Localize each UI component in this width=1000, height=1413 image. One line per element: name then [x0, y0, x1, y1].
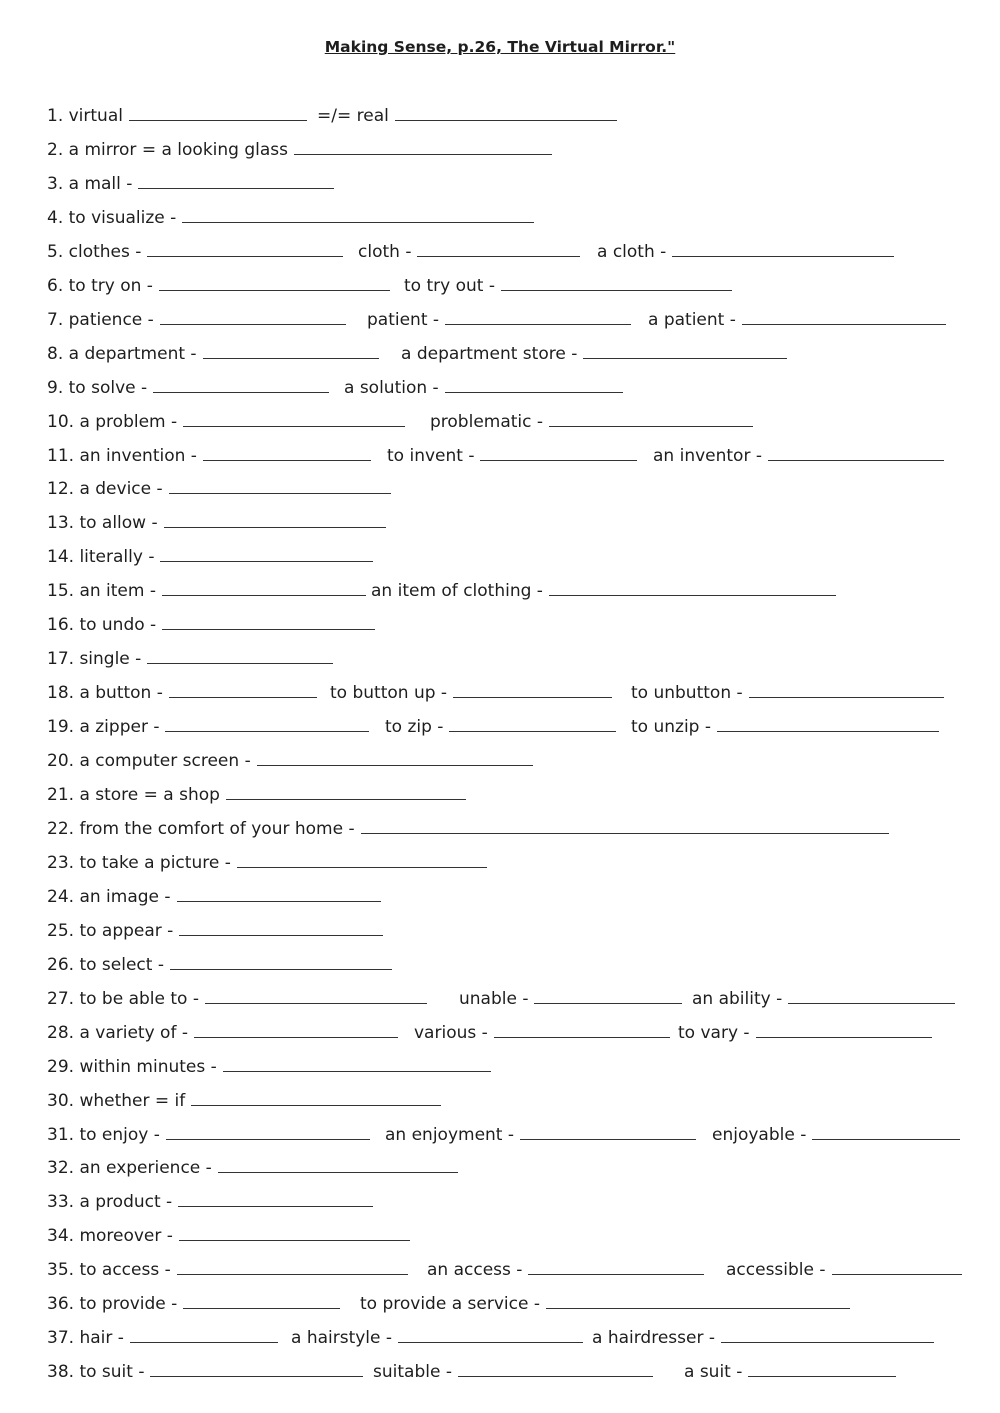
term-label: a hairdresser -: [592, 1328, 715, 1349]
vocabulary-entry: [47, 204, 534, 228]
answer-blank[interactable]: [549, 408, 753, 427]
vocabulary-entry: [47, 509, 386, 533]
answer-blank[interactable]: [129, 102, 307, 121]
vocabulary-entry: [678, 1019, 932, 1043]
answer-blank[interactable]: [449, 713, 616, 732]
vocabulary-entry: [430, 408, 753, 432]
vocabulary-entry: [47, 475, 391, 499]
term-label: 15. an item -: [47, 581, 156, 602]
answer-blank[interactable]: [458, 1358, 653, 1377]
answer-blank[interactable]: [164, 509, 386, 528]
vocabulary-entry: [47, 408, 405, 432]
vocabulary-entry: [371, 577, 836, 601]
term-label: 22. from the comfort of your home -: [47, 818, 355, 839]
answer-blank[interactable]: [445, 306, 631, 325]
answer-blank[interactable]: [159, 272, 390, 291]
term-label: 32. an experience -: [47, 1158, 212, 1179]
vocabulary-entry: [47, 1087, 441, 1111]
vocabulary-entry: [47, 985, 427, 1009]
term-label: to invent -: [387, 445, 475, 466]
term-label: 25. to appear -: [47, 920, 174, 941]
term-label: 2. a mirror = a looking glass: [47, 139, 289, 160]
answer-blank[interactable]: [534, 985, 682, 1004]
vocabulary-entry: [47, 170, 334, 194]
term-label: suitable -: [373, 1362, 452, 1383]
answer-blank[interactable]: [170, 951, 392, 970]
term-label: 34. moreover -: [47, 1226, 173, 1247]
term-label: an access -: [427, 1260, 523, 1281]
vocabulary-entry: [47, 1222, 410, 1246]
term-label: 18. a button -: [47, 683, 163, 704]
answer-blank[interactable]: [191, 1087, 441, 1106]
vocabulary-entry: [385, 713, 616, 737]
vocabulary-entry: [47, 374, 329, 398]
vocabulary-entry: [47, 781, 466, 805]
answer-blank[interactable]: [183, 1290, 340, 1309]
term-label: 9. to solve -: [47, 377, 148, 398]
vocabulary-entry: [684, 1358, 896, 1382]
term-label: 13. to allow -: [47, 513, 158, 534]
vocabulary-entry: [47, 645, 333, 669]
answer-blank[interactable]: [237, 849, 487, 868]
vocabulary-entry: [597, 238, 894, 262]
term-label: 20. a computer screen -: [47, 751, 251, 772]
answer-blank[interactable]: [832, 1256, 962, 1275]
term-label: 14. literally -: [47, 547, 155, 568]
term-label: 7. patience -: [47, 309, 154, 330]
vocabulary-entry: [712, 1121, 960, 1145]
answer-blank[interactable]: [194, 1019, 398, 1038]
answer-blank[interactable]: [150, 1358, 363, 1377]
term-label: to provide a service -: [360, 1294, 540, 1315]
vocabulary-entry: [459, 985, 682, 1009]
vocabulary-entry: [47, 1121, 370, 1145]
term-label: 26. to select -: [47, 954, 164, 975]
answer-blank[interactable]: [178, 1188, 373, 1207]
term-label: a suit -: [684, 1362, 743, 1383]
answer-blank[interactable]: [177, 1256, 408, 1275]
vocabulary-entry: [47, 917, 383, 941]
vocabulary-entry: [387, 442, 637, 466]
answer-blank[interactable]: [153, 374, 329, 393]
term-label: an ability -: [692, 988, 783, 1009]
answer-blank[interactable]: [742, 306, 946, 325]
term-label: 19. a zipper -: [47, 717, 160, 738]
answer-blank[interactable]: [166, 1121, 370, 1140]
term-label: 36. to provide -: [47, 1294, 178, 1315]
vocabulary-entry: [47, 1019, 398, 1043]
answer-blank[interactable]: [179, 917, 383, 936]
answer-blank[interactable]: [398, 1324, 583, 1343]
vocabulary-entry: [373, 1358, 653, 1382]
vocabulary-entry: [47, 611, 375, 635]
vocabulary-entry: [414, 1019, 670, 1043]
term-label: unable -: [459, 988, 529, 1009]
vocabulary-entry: [592, 1324, 934, 1348]
vocabulary-entry: [47, 1188, 373, 1212]
term-label: cloth -: [358, 241, 412, 262]
answer-blank[interactable]: [749, 679, 944, 698]
answer-blank[interactable]: [138, 170, 334, 189]
term-label: to zip -: [385, 717, 444, 738]
answer-blank[interactable]: [160, 543, 373, 562]
term-label: 16. to undo -: [47, 615, 157, 636]
vocabulary-entry: [726, 1256, 962, 1280]
vocabulary-entry: [317, 102, 617, 126]
term-label: 31. to enjoy -: [47, 1124, 160, 1145]
term-label: a hairstyle -: [291, 1328, 393, 1349]
term-label: 4. to visualize -: [47, 207, 177, 228]
answer-blank[interactable]: [147, 645, 333, 664]
term-label: to unzip -: [631, 717, 711, 738]
answer-blank[interactable]: [257, 747, 533, 766]
vocabulary-entry: [358, 238, 580, 262]
answer-blank[interactable]: [768, 442, 944, 461]
vocabulary-entry: [47, 1358, 363, 1382]
term-label: 8. a department -: [47, 343, 197, 364]
vocabulary-entry: [427, 1256, 704, 1280]
vocabulary-entry: [47, 1053, 491, 1077]
worksheet-title: Making Sense, p.26, The Virtual Mirror.": [324, 38, 676, 56]
term-label: problematic -: [430, 411, 544, 432]
term-label: various -: [414, 1022, 488, 1043]
vocabulary-entry: [404, 272, 732, 296]
answer-blank[interactable]: [721, 1324, 934, 1343]
vocabulary-entry: [385, 1121, 696, 1145]
vocabulary-entry: [47, 883, 381, 907]
vocabulary-entry: [47, 577, 366, 601]
answer-blank[interactable]: [182, 204, 534, 223]
answer-blank[interactable]: [147, 238, 343, 257]
answer-blank[interactable]: [395, 102, 617, 121]
answer-blank[interactable]: [494, 1019, 670, 1038]
term-label: an item of clothing -: [371, 581, 543, 602]
answer-blank[interactable]: [165, 713, 369, 732]
vocabulary-entry: [47, 306, 346, 330]
answer-blank[interactable]: [218, 1154, 458, 1173]
term-label: 21. a store = a shop: [47, 785, 220, 805]
vocabulary-entry: [47, 238, 343, 262]
vocabulary-entry: [47, 815, 889, 839]
answer-blank[interactable]: [445, 374, 623, 393]
vocabulary-entry: [47, 102, 307, 126]
vocabulary-entry: [367, 306, 631, 330]
vocabulary-entry: [631, 713, 939, 737]
vocabulary-entry: [47, 951, 392, 975]
vocabulary-entry: [692, 985, 955, 1009]
term-label: a cloth -: [597, 241, 667, 262]
answer-blank[interactable]: [169, 475, 391, 494]
answer-blank[interactable]: [203, 340, 379, 359]
vocabulary-entry: [47, 543, 373, 567]
vocabulary-entry: [47, 272, 390, 296]
answer-blank[interactable]: [756, 1019, 932, 1038]
answer-blank[interactable]: [453, 679, 612, 698]
vocabulary-entry: [47, 340, 379, 364]
term-label: accessible -: [726, 1260, 826, 1281]
answer-blank[interactable]: [226, 781, 466, 800]
vocabulary-entry: [47, 136, 552, 160]
term-label: 35. to access -: [47, 1260, 171, 1281]
term-label: enjoyable -: [712, 1124, 807, 1145]
term-label: to button up -: [330, 683, 448, 704]
vocabulary-entry: [330, 679, 612, 703]
answer-blank[interactable]: [501, 272, 732, 291]
term-label: 37. hair -: [47, 1328, 124, 1349]
answer-blank[interactable]: [361, 815, 889, 834]
term-label: 12. a device -: [47, 479, 163, 500]
vocabulary-entry: [47, 713, 369, 737]
term-label: 1. virtual: [47, 106, 123, 126]
vocabulary-entry: [631, 679, 944, 703]
answer-blank[interactable]: [160, 306, 346, 325]
term-label: a solution -: [344, 377, 439, 398]
answer-blank[interactable]: [520, 1121, 696, 1140]
vocabulary-entry: [291, 1324, 583, 1348]
answer-blank[interactable]: [169, 679, 317, 698]
term-label: to vary -: [678, 1022, 750, 1043]
term-label: 28. a variety of -: [47, 1022, 188, 1043]
term-label: 6. to try on -: [47, 275, 153, 296]
term-label: 17. single -: [47, 649, 142, 670]
vocabulary-entry: [344, 374, 623, 398]
answer-blank[interactable]: [177, 883, 381, 902]
term-label: to try out -: [404, 275, 495, 296]
answer-blank[interactable]: [812, 1121, 960, 1140]
vocabulary-entry: [653, 442, 944, 466]
answer-blank[interactable]: [203, 442, 371, 461]
term-label: to unbutton -: [631, 683, 743, 704]
vocabulary-entry: [401, 340, 787, 364]
term-label: =/= real: [317, 106, 389, 126]
vocabulary-entry: [47, 747, 533, 771]
vocabulary-entry: [47, 1324, 278, 1348]
term-label: an enjoyment -: [385, 1124, 515, 1145]
term-label: 29. within minutes -: [47, 1056, 217, 1077]
term-label: 24. an image -: [47, 886, 171, 907]
term-label: a department store -: [401, 343, 578, 364]
term-label: 5. clothes -: [47, 241, 142, 262]
answer-blank[interactable]: [480, 442, 637, 461]
vocabulary-entry: [47, 1290, 340, 1314]
vocabulary-entry: [648, 306, 946, 330]
answer-blank[interactable]: [788, 985, 955, 1004]
vocabulary-entry: [47, 849, 487, 873]
term-label: 3. a mall -: [47, 173, 133, 194]
answer-blank[interactable]: [748, 1358, 896, 1377]
answer-blank[interactable]: [162, 577, 366, 596]
answer-blank[interactable]: [183, 408, 405, 427]
answer-blank[interactable]: [130, 1324, 278, 1343]
answer-blank[interactable]: [549, 577, 836, 596]
term-label: 11. an invention -: [47, 445, 197, 466]
answer-blank[interactable]: [223, 1053, 491, 1072]
term-label: 33. a product -: [47, 1192, 173, 1213]
vocabulary-entry: [47, 679, 317, 703]
answer-blank[interactable]: [583, 340, 787, 359]
answer-blank[interactable]: [717, 713, 939, 732]
answer-blank[interactable]: [417, 238, 580, 257]
vocabulary-entry: [47, 1154, 458, 1178]
vocabulary-entry: [47, 1256, 408, 1280]
answer-blank[interactable]: [546, 1290, 850, 1309]
term-label: 23. to take a picture -: [47, 852, 231, 873]
answer-blank[interactable]: [672, 238, 894, 257]
term-label: an inventor -: [653, 445, 762, 466]
term-label: 38. to suit -: [47, 1362, 145, 1383]
term-label: a patient -: [648, 309, 736, 330]
term-label: 27. to be able to -: [47, 988, 199, 1009]
term-label: patient -: [367, 309, 440, 330]
vocabulary-entry: [360, 1290, 850, 1314]
answer-blank[interactable]: [205, 985, 427, 1004]
answer-blank[interactable]: [179, 1222, 410, 1241]
answer-blank[interactable]: [294, 136, 552, 155]
answer-blank[interactable]: [162, 611, 375, 630]
term-label: 10. a problem -: [47, 411, 178, 432]
term-label: 30. whether = if: [47, 1090, 186, 1111]
vocabulary-entry: [47, 442, 371, 466]
answer-blank[interactable]: [528, 1256, 704, 1275]
